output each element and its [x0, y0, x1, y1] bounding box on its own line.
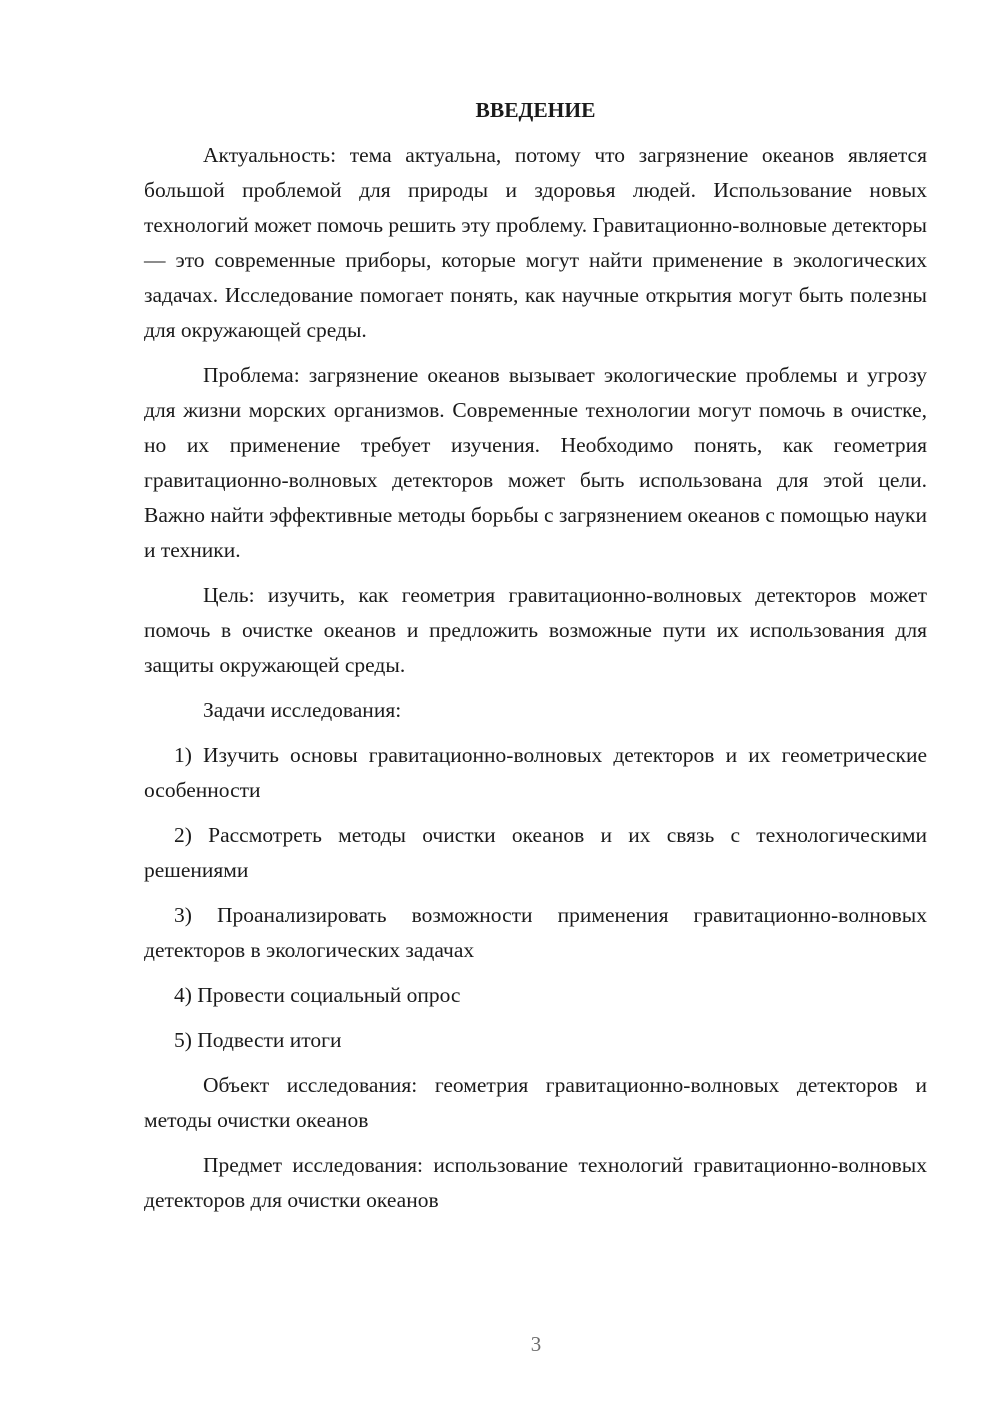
- paragraph-object: Объект исследования: геометрия гравитационно-волновых детекторов и методы очистки океанов: [144, 1073, 927, 1132]
- task-item: 4) Провести социальный опрос: [174, 983, 461, 1007]
- task-item: 2) Рассмотреть методы очистки океанов и их связь с технологическими решениями: [144, 823, 927, 882]
- page-number: 3: [530, 1332, 542, 1356]
- task-item: 1) Изучить основы гравитационно-волновых детекторов и их геометрические особенности: [144, 743, 927, 802]
- task-item: 5) Подвести итоги: [174, 1028, 342, 1052]
- page-title: ВВЕДЕНИЕ: [475, 98, 596, 122]
- paragraph-relevance: Актуальность: тема актуальна, потому что загрязнение океанов является большой проблемой для природы и здоровья людей. Использование новых технологий может помочь решить эту проблему. Гравитационно-волновые детекторы — это современные приборы, которые могут найти применение в экологических задачах. Исследование помогает понять, как научные открытия могут быть полезны для окружающей среды.: [144, 143, 927, 342]
- paragraph-goal: Цель: изучить, как геометрия гравитационно-волновых детекторов может помочь в очистке океанов и предложить возможные пути их использования для защиты окружающей среды.: [144, 583, 927, 677]
- page-content: [144, 94, 927, 1228]
- paragraph-problem: Проблема: загрязнение океанов вызывает экологические проблемы и угрозу для жизни морских организмов. Современные технологии могут помочь в очистке, но их применение требует изучения. Необходимо понять, как геометрия гравитационно-волновых детекторов может быть использована для этой цели. Важно найти эффективные методы борьбы с загрязнением океанов с помощью науки и техники.: [144, 363, 927, 562]
- tasks-heading: Задачи исследования:: [203, 698, 402, 722]
- paragraph-subject: Предмет исследования: использование технологий гравитационно-волновых детекторов для очистки океанов: [144, 1153, 927, 1212]
- task-item: 3) Проанализировать возможности применения гравитационно-волновых детекторов в экологических задачах: [144, 903, 927, 962]
